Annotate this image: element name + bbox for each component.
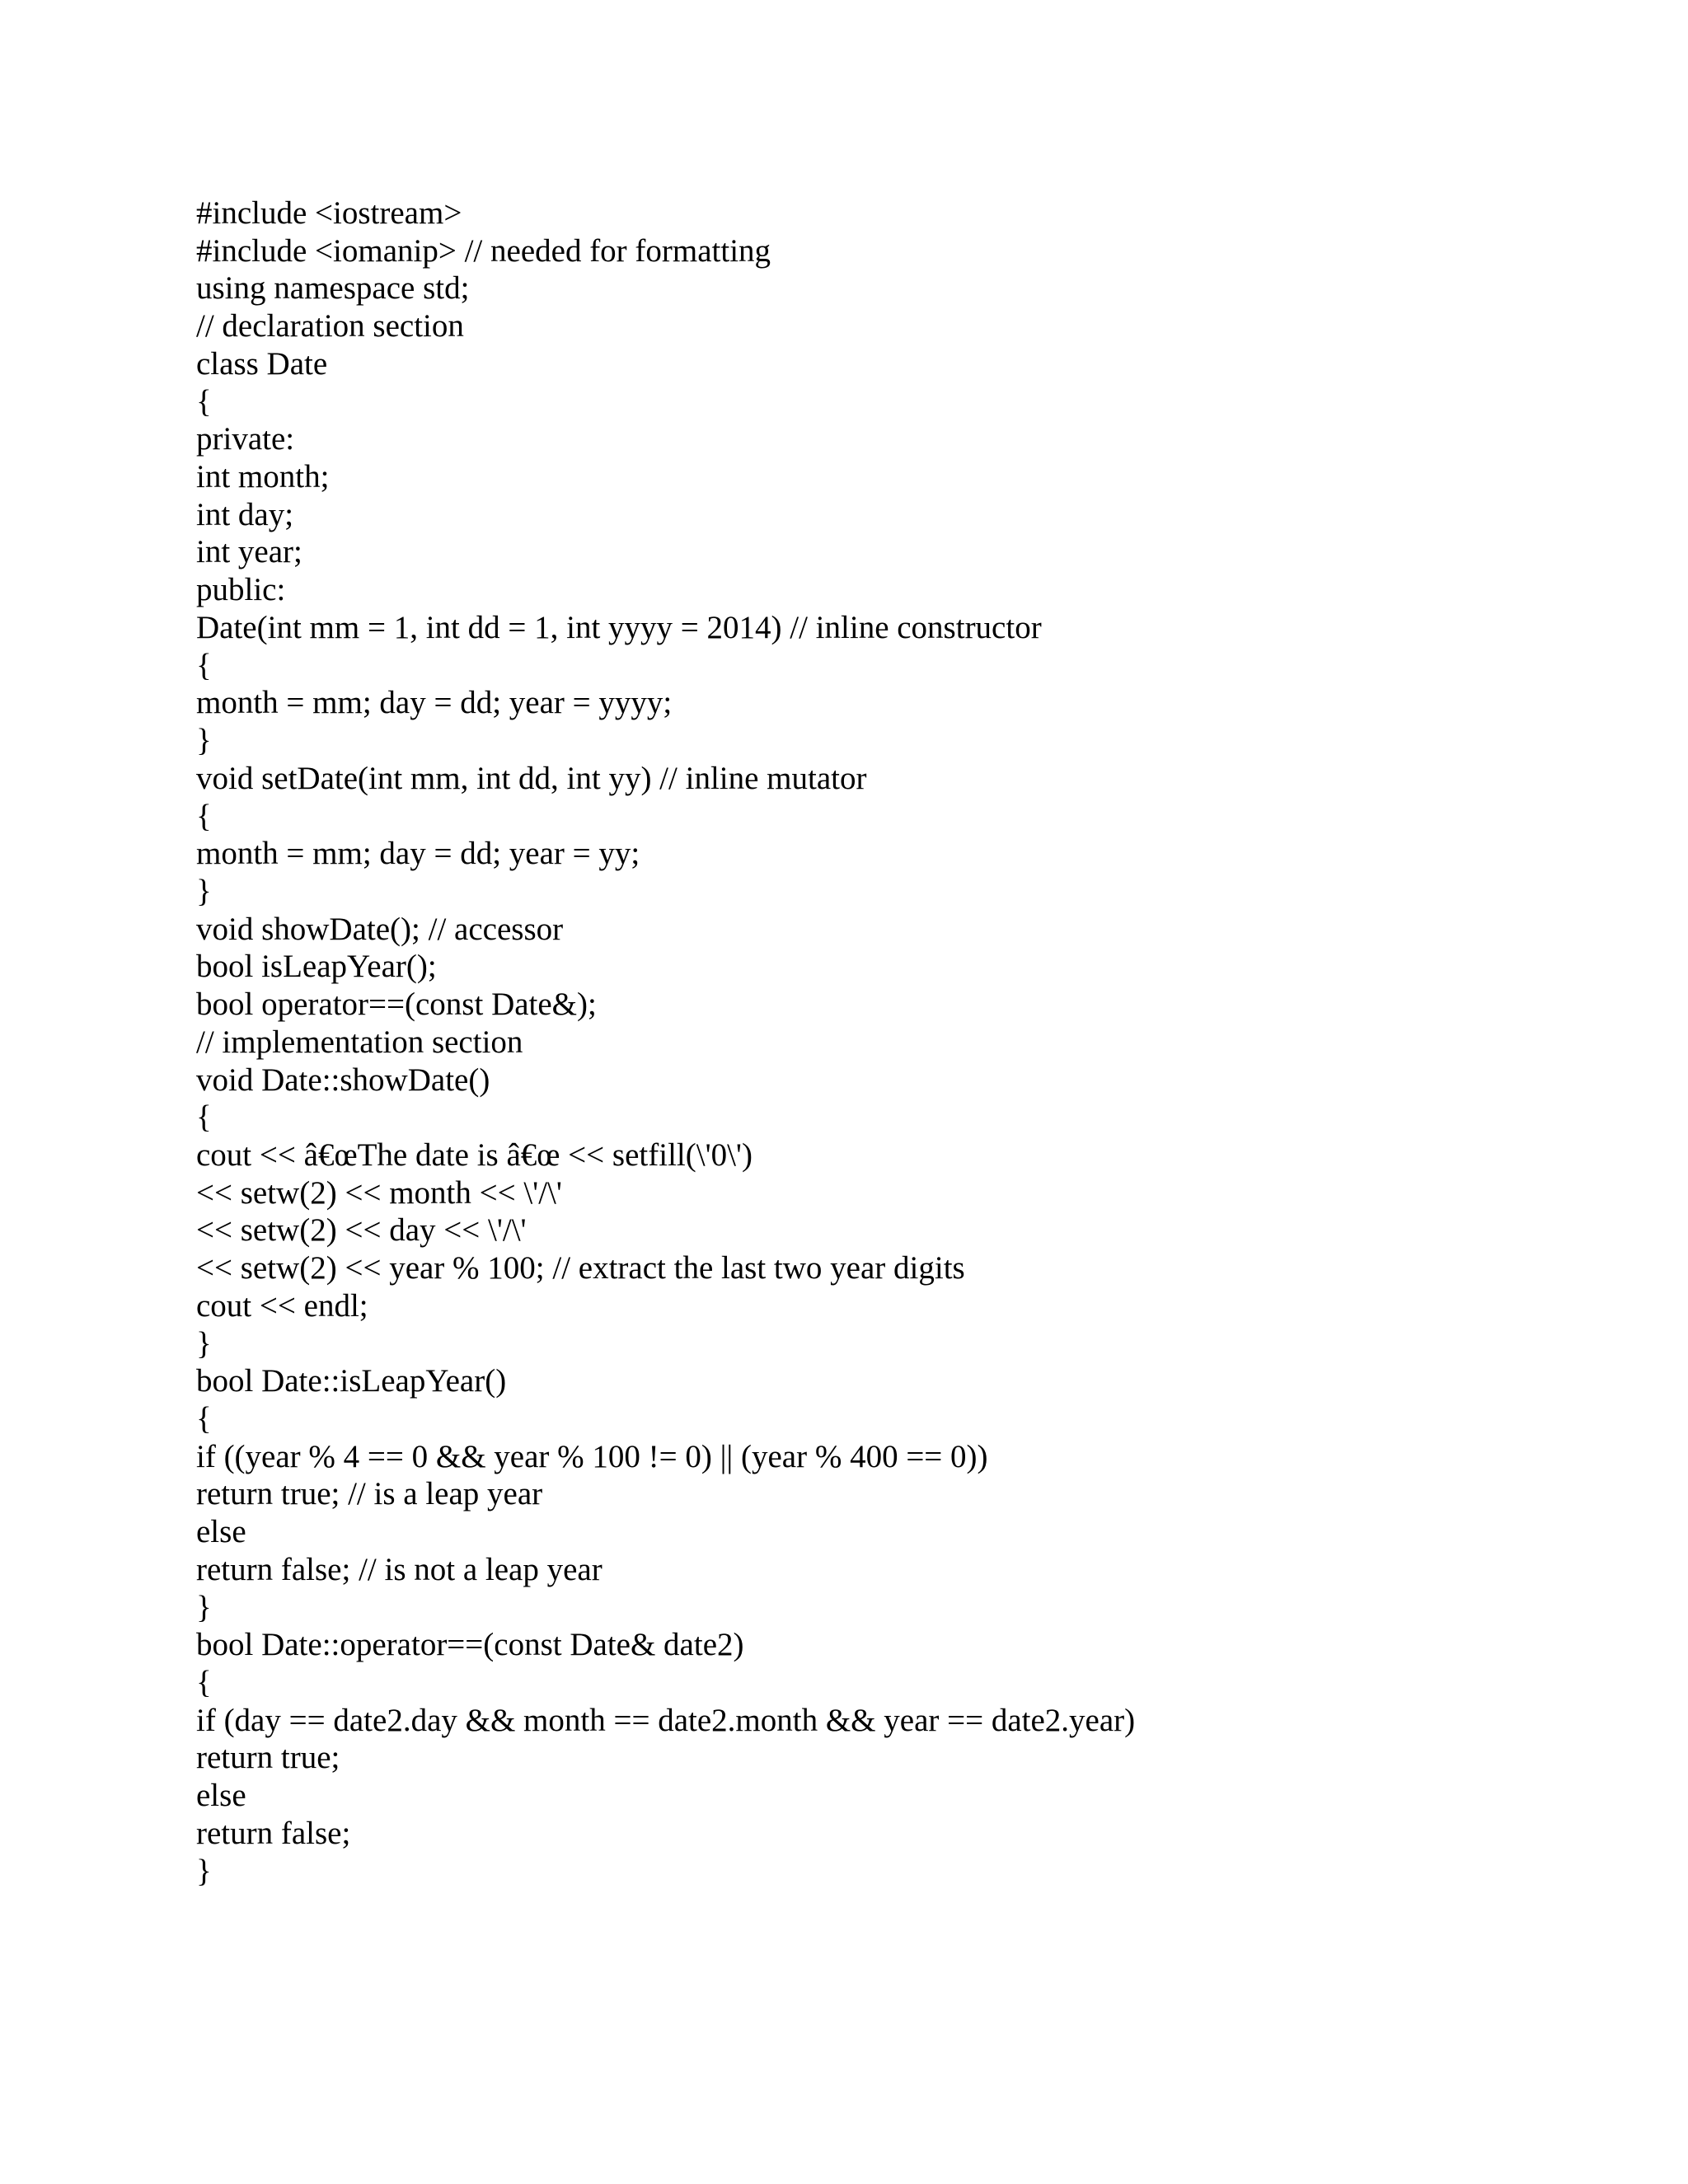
code-line: { bbox=[196, 383, 212, 419]
code-line: { bbox=[196, 1099, 212, 1136]
code-line: << setw(2) << year % 100; // extract the last two year digits bbox=[196, 1250, 965, 1286]
code-line: << setw(2) << month << \'/\' bbox=[196, 1174, 562, 1211]
code-line: Date(int mm = 1, int dd = 1, int yyyy = 2014) // inline constructor bbox=[196, 609, 1042, 645]
code-line: bool operator==(const Date&); bbox=[196, 987, 597, 1023]
code-line: class Date bbox=[196, 345, 328, 382]
code-line: } bbox=[196, 1589, 212, 1625]
code-line: bool Date::operator==(const Date& date2) bbox=[196, 1627, 744, 1663]
code-line: } bbox=[196, 1325, 212, 1361]
code-line: // declaration section bbox=[196, 308, 464, 344]
code-line: public: bbox=[196, 572, 286, 608]
code-line: #include <iostream> bbox=[196, 195, 462, 231]
code-line: } bbox=[196, 873, 212, 909]
code-line: return false; bbox=[196, 1815, 351, 1851]
code-line: cout << â€œThe date is â€œ << setfill(\'0\') bbox=[196, 1137, 753, 1173]
code-line: return false; // is not a leap year bbox=[196, 1551, 603, 1587]
code-line: { bbox=[196, 1401, 212, 1436]
code-line: void setDate(int mm, int dd, int yy) // inline mutator bbox=[196, 760, 867, 796]
code-line: #include <iomanip> // needed for formatting bbox=[196, 232, 771, 269]
code-line: int year; bbox=[196, 534, 302, 570]
code-line: bool Date::isLeapYear() bbox=[196, 1363, 507, 1399]
code-line: else bbox=[196, 1514, 246, 1550]
code-line: private: bbox=[196, 421, 295, 457]
code-line: } bbox=[196, 1853, 212, 1889]
code-line: { bbox=[196, 798, 212, 834]
code-line: { bbox=[196, 647, 212, 683]
code-line: << setw(2) << day << \'/\' bbox=[196, 1212, 527, 1249]
code-line: void showDate(); // accessor bbox=[196, 911, 564, 947]
code-line: month = mm; day = dd; year = yyyy; bbox=[196, 685, 673, 721]
code-line: { bbox=[196, 1665, 212, 1701]
code-line: else bbox=[196, 1778, 246, 1814]
code-line: using namespace std; bbox=[196, 270, 470, 307]
code-line: month = mm; day = dd; year = yy; bbox=[196, 836, 640, 872]
code-line: return true; bbox=[196, 1740, 340, 1776]
code-line: cout << endl; bbox=[196, 1287, 368, 1324]
code-line: bool isLeapYear(); bbox=[196, 949, 437, 985]
code-line: int month; bbox=[196, 459, 330, 495]
code-line: if ((year % 4 == 0 && year % 100 != 0) || (year % 400 == 0)) bbox=[196, 1438, 988, 1474]
code-line: void Date::showDate() bbox=[196, 1062, 490, 1098]
code-line: int day; bbox=[196, 496, 294, 532]
code-line: return true; // is a leap year bbox=[196, 1476, 543, 1512]
code-line: if (day == date2.day && month == date2.month && year == date2.year) bbox=[196, 1702, 1136, 1738]
code-listing bbox=[196, 194, 1135, 1890]
code-line: // implementation section bbox=[196, 1024, 523, 1060]
code-line: } bbox=[196, 723, 212, 759]
